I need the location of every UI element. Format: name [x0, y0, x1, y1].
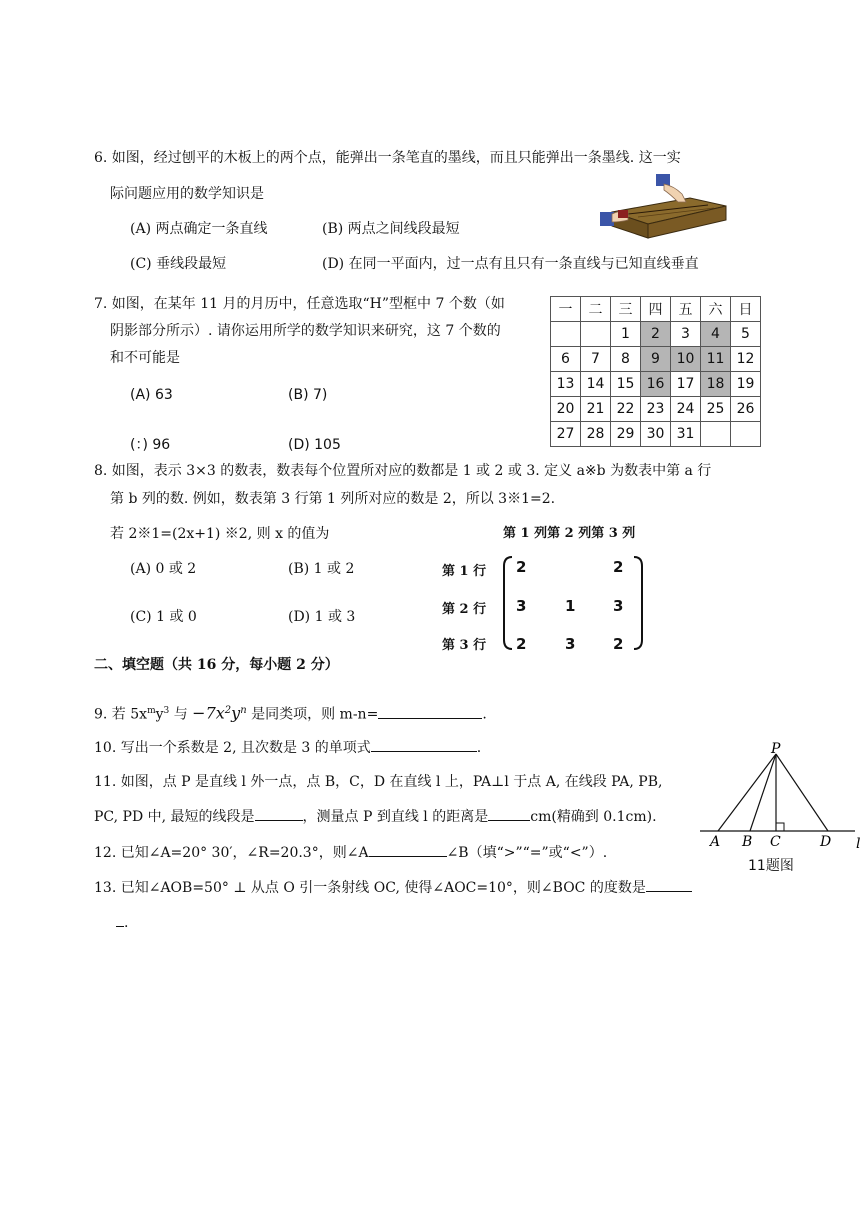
q10-answer-blank[interactable]	[371, 737, 477, 752]
wood-board-illustration	[598, 172, 730, 242]
calendar-header-cell: 日	[731, 297, 761, 322]
calendar-day-cell: 18	[701, 372, 731, 397]
calendar-day-cell: 4	[701, 322, 731, 347]
line-l-label: l	[856, 836, 861, 852]
calendar-day-cell	[551, 322, 581, 347]
q13-end: .	[124, 915, 129, 931]
calendar-header-cell: 六	[701, 297, 731, 322]
calendar-day-cell: 16	[641, 372, 671, 397]
calendar-day-cell: 26	[731, 397, 761, 422]
calendar-day-cell	[731, 422, 761, 447]
calendar-day-cell: 29	[611, 422, 641, 447]
segment-pb	[750, 754, 776, 831]
q12-answer-blank[interactable]	[369, 842, 447, 857]
q9-tail: 是同类项，则 m-n=	[246, 706, 379, 723]
q9-exp-n: n	[240, 705, 247, 716]
q9-exp-3: 3	[163, 706, 170, 716]
matrix-cell-1-3: 2	[613, 558, 624, 576]
q8-line1: 8. 如图，表示 3×3 的数表，数表每个位置所对应的数都是 1 或 2 或 3. 定义 a※b 为数表中第 a 行	[94, 463, 712, 479]
matrix-cell-3-1: 2	[516, 635, 527, 653]
q6-option-c: (C) 垂线段最短	[130, 256, 227, 272]
q9-line	[94, 701, 487, 725]
calendar-day-cell: 10	[671, 347, 701, 372]
point-p-label: P	[771, 742, 781, 757]
calendar-day-cell: 11	[701, 347, 731, 372]
matrix-row-label-3: 第 3 行	[442, 638, 487, 653]
q13-line	[94, 877, 692, 898]
q9-prefix: 9. 若 5x	[94, 706, 148, 723]
q6-option-a: (A) 两点确定一条直线	[130, 221, 268, 237]
calendar-day-cell: 20	[551, 397, 581, 422]
segment-pd	[776, 754, 828, 831]
figure-11-diagram	[700, 742, 865, 857]
section-heading: 二、填空题（共 16 分，每小题 2 分）	[94, 657, 339, 673]
calendar-day-cell: 3	[671, 322, 701, 347]
calendar-day-cell	[701, 422, 731, 447]
point-a-label: A	[710, 834, 721, 850]
q10-end: .	[476, 740, 482, 756]
q11-line2c: cm(精确到 0.1cm).	[530, 809, 657, 825]
q13-text: 13. 已知∠AOB=50° ⊥ 从点 O 引一条射线 OC, 使得∠AOC=10°，则∠BOC 的度数是	[94, 880, 646, 896]
q9-answer-blank[interactable]	[378, 704, 482, 719]
q13-line2	[116, 912, 128, 933]
q11-line2	[94, 806, 657, 827]
q6-option-b: (B) 两点之间线段最短	[322, 221, 460, 237]
q13-answer-blank-cont[interactable]	[116, 912, 124, 927]
calendar-day-cell: 24	[671, 397, 701, 422]
q9-and: 与	[169, 706, 193, 723]
calendar-day-cell: 22	[611, 397, 641, 422]
q7-option-c: (：) 96	[130, 437, 171, 453]
q12-line	[94, 842, 607, 863]
matrix-cell-2-2: 1	[565, 597, 576, 615]
calendar-day-cell: 2	[641, 322, 671, 347]
calendar-day-cell: 7	[581, 347, 611, 372]
calendar-day-cell: 28	[581, 422, 611, 447]
q8-option-c: (C) 1 或 0	[130, 609, 197, 625]
calendar-day-cell: 12	[731, 347, 761, 372]
q9-y: y	[155, 706, 164, 723]
q7-line3: 和不可能是	[110, 350, 180, 366]
q8-option-d: (D) 1 或 3	[288, 609, 356, 625]
q10-text: 10. 写出一个系数是 2, 且次数是 3 的单项式	[94, 740, 371, 756]
calendar-day-cell: 9	[641, 347, 671, 372]
calendar-day-cell: 27	[551, 422, 581, 447]
point-b-label: B	[742, 834, 753, 850]
matrix-cell-2-3: 3	[613, 597, 624, 615]
calendar-day-cell: 31	[671, 422, 701, 447]
q7-line2: 阴影部分所示）. 请你运用所学的数学知识来研究，这 7 个数的	[110, 323, 501, 339]
q9-exp-2: 2	[224, 705, 232, 716]
q9-exp-m: m	[147, 706, 156, 716]
matrix-cell-1-1: 2	[516, 558, 527, 576]
calendar-header-cell: 五	[671, 297, 701, 322]
q9-expr: −7x	[192, 703, 225, 723]
calendar-table	[550, 296, 761, 447]
matrix-row-label-2: 第 2 行	[442, 602, 487, 617]
point-c-label: C	[770, 834, 781, 850]
q11-line2b: ，测量点 P 到直线 l 的距离是	[302, 809, 489, 825]
q11-distance-blank[interactable]	[488, 806, 530, 821]
q7-option-a: (A) 63	[130, 387, 173, 403]
q7-line1: 7. 如图，在某年 11 月的月历中，任意选取“H”型框中 7 个数（如	[94, 296, 505, 312]
calendar-week-row	[551, 372, 761, 397]
calendar-day-cell: 30	[641, 422, 671, 447]
calendar-day-cell: 14	[581, 372, 611, 397]
calendar-header-cell: 一	[551, 297, 581, 322]
q12-text: 12. 已知∠A=20° 30′，∠R=20.3°，则∠A	[94, 845, 369, 861]
q8-line3: 若 2※1=(2x+1) ※2, 则 x 的值为	[110, 526, 330, 542]
q8-option-b: (B) 1 或 2	[288, 561, 355, 577]
calendar-day-cell: 13	[551, 372, 581, 397]
calendar-week-row	[551, 397, 761, 422]
q11-line1: 11. 如图，点 P 是直线 l 外一点，点 B，C，D 在直线 l 上，PA⊥l 于点 A, 在线段 PA, PB,	[94, 774, 663, 790]
q11-line2a: PC, PD 中, 最短的线段是	[94, 809, 255, 825]
q11-shortest-blank[interactable]	[255, 806, 303, 821]
calendar-day-cell: 6	[551, 347, 581, 372]
q10-line	[94, 737, 481, 758]
calendar-header-cell: 二	[581, 297, 611, 322]
right-angle-mark	[776, 823, 784, 831]
matrix-cell-2-1: 3	[516, 597, 527, 615]
calendar-day-cell: 19	[731, 372, 761, 397]
calendar-day-cell: 5	[731, 322, 761, 347]
calendar-day-cell: 8	[611, 347, 641, 372]
segment-pa	[718, 754, 776, 831]
q6-option-d: (D) 在同一平面内，过一点有且只有一条直线与已知直线垂直	[322, 256, 699, 272]
calendar-header-row	[551, 297, 761, 322]
q6-line2: 际问题应用的数学知识是	[110, 186, 264, 202]
calendar-day-cell: 23	[641, 397, 671, 422]
point-d-label: D	[820, 834, 832, 850]
q8-option-a: (A) 0 或 2	[130, 561, 197, 577]
calendar-day-cell: 1	[611, 322, 641, 347]
q7-option-d: (D) 105	[288, 437, 341, 453]
calendar-day-cell: 25	[701, 397, 731, 422]
matrix-row-label-1: 第 1 行	[442, 564, 487, 579]
calendar-week-row	[551, 422, 761, 447]
matrix-cell-3-2: 3	[565, 635, 576, 653]
calendar-week-row	[551, 322, 761, 347]
matrix-cell-3-3: 2	[613, 635, 624, 653]
calendar-day-cell: 15	[611, 372, 641, 397]
q7-option-b: (B) 7)	[288, 387, 328, 403]
matrix-column-header: 第 1 列第 2 列第 3 列	[503, 526, 636, 541]
q12-tail: ∠B（填“>”“=”或“<”）.	[446, 845, 608, 861]
calendar-header-cell: 三	[611, 297, 641, 322]
q9-expr-y: y	[231, 703, 241, 723]
calendar-day-cell	[581, 322, 611, 347]
calendar-day-cell: 17	[671, 372, 701, 397]
q6-line1: 6. 如图，经过刨平的木板上的两个点，能弹出一条笔直的墨线，而且只能弹出一条墨线. 这一实	[94, 150, 681, 166]
calendar-header-cell: 四	[641, 297, 671, 322]
figure-11-caption: 11题图	[748, 858, 794, 874]
calendar-week-row	[551, 347, 761, 372]
q13-answer-blank[interactable]	[646, 877, 692, 892]
calendar-day-cell: 21	[581, 397, 611, 422]
q9-end: .	[482, 706, 487, 723]
q8-line2: 第 b 列的数. 例如，数表第 3 行第 1 列所对应的数是 2，所以 3※1=2.	[110, 491, 556, 507]
